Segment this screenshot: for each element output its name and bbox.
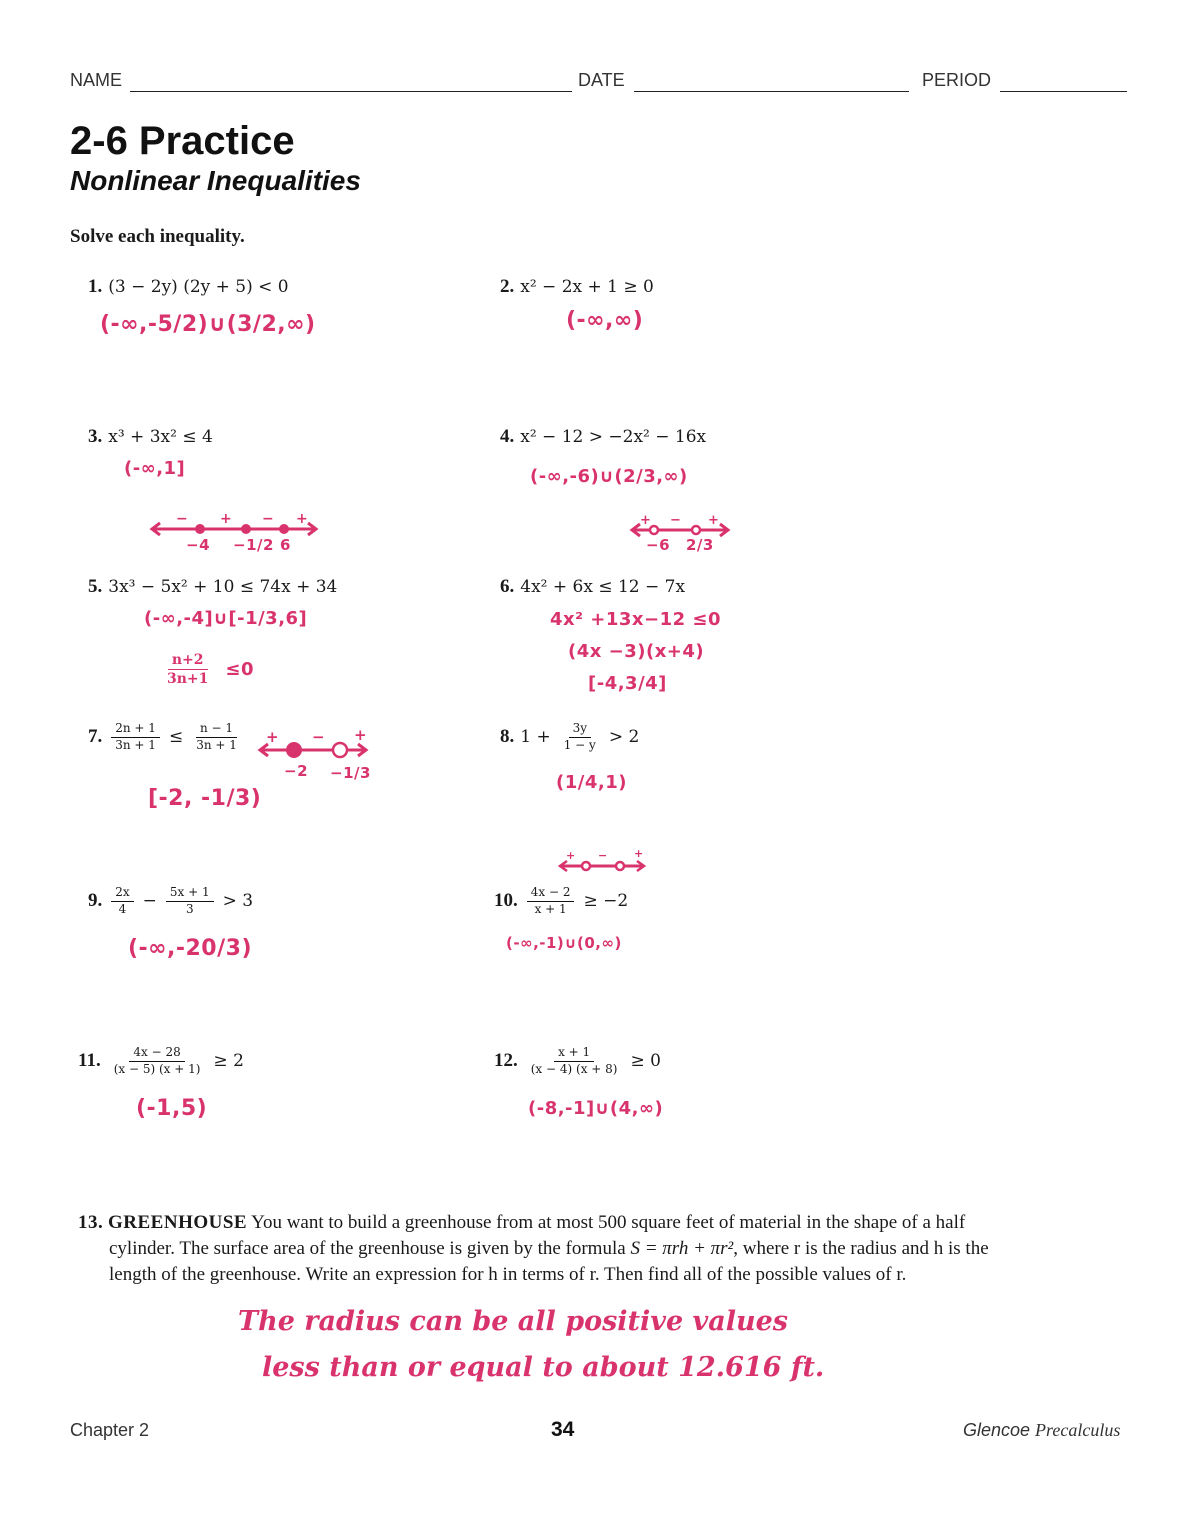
problem-9 [88, 886, 253, 917]
name-label: NAME [70, 70, 123, 90]
date-field-line[interactable] [634, 91, 909, 92]
work-numerator: n+2 [168, 652, 208, 670]
problem-11 [78, 1046, 244, 1077]
expression-suffix: ≥ 0 [630, 1051, 661, 1072]
fraction [111, 886, 133, 917]
problem-12 [494, 1046, 661, 1077]
svg-text:−: − [262, 511, 274, 527]
problem-2 [500, 276, 654, 298]
relation: ≤ [168, 727, 184, 748]
problem-expression: 3x³ − 5x² + 10 ≤ 74x + 34 [108, 577, 338, 597]
fraction [166, 886, 214, 917]
problem-number: 6. [500, 576, 515, 597]
svg-text:−: − [670, 513, 681, 528]
problem-13 [78, 1210, 1128, 1288]
svg-text:+: + [220, 511, 232, 527]
period-label: PERIOD [922, 70, 992, 90]
problem-13-line-2 [78, 1236, 1128, 1262]
svg-text:+: + [640, 513, 651, 528]
numerator: n − 1 [196, 722, 237, 738]
problem-number: 4. [500, 426, 515, 447]
problem-number: 1. [88, 276, 103, 297]
work-root: −1/3 [330, 764, 371, 782]
problem-expression: x² − 2x + 1 ≥ 0 [520, 277, 654, 297]
date-label: DATE [578, 70, 625, 90]
numerator: x + 1 [554, 1046, 594, 1062]
problem-text: You want to build a greenhouse from at most 500 square feet of material in the shape of a half [251, 1212, 966, 1233]
page-title: 2-6 Practice [70, 119, 295, 163]
problem-number: 8. [500, 726, 515, 748]
work-5 [160, 652, 254, 687]
expression-prefix: 1 + [520, 727, 551, 748]
problem-5 [88, 576, 337, 598]
sign-chart-10 [558, 848, 648, 882]
handwritten-answer: (-∞,-1)∪(0,∞) [506, 934, 622, 952]
problem-number: 11. [78, 1050, 101, 1072]
fraction [527, 886, 575, 917]
numerator: 4x − 2 [527, 886, 575, 902]
problem-13-line-3 [78, 1262, 1128, 1288]
problem-number: 7. [88, 726, 103, 748]
fraction [560, 722, 600, 753]
expression-suffix: > 2 [608, 727, 640, 748]
instructions: Solve each inequality. [70, 226, 245, 247]
fraction [192, 722, 241, 753]
problem-number: 2. [500, 276, 515, 297]
problem-expression: x³ + 3x² ≤ 4 [108, 427, 213, 447]
problem-expression: 4x² + 6x ≤ 12 − 7x [520, 577, 686, 597]
svg-text:−: − [176, 511, 188, 527]
problem-8 [500, 722, 639, 753]
chapter-label: Chapter 2 [70, 1420, 150, 1440]
problem-1 [88, 276, 289, 298]
work-root: −4 [186, 536, 211, 554]
denominator: 3 [185, 901, 194, 916]
svg-text:+: + [708, 513, 719, 528]
handwritten-answer: [-4,3/4] [588, 673, 667, 694]
sign-chart-7 [258, 728, 370, 768]
handwritten-answer: (-∞,-5/2)∪(3/2,∞) [100, 312, 316, 337]
handwritten-answer-line-2: less than or equal to about 12.616 ft. [262, 1352, 825, 1383]
period-field-line[interactable] [1000, 91, 1127, 92]
expression-suffix: ≥ 2 [213, 1051, 244, 1072]
work-root: −1/2 [233, 536, 274, 554]
numerator: 2x [111, 886, 133, 902]
numerator: 2n + 1 [111, 722, 160, 738]
handwritten-answer: (-∞,-20/3) [128, 936, 253, 961]
page-subtitle: Nonlinear Inequalities [70, 165, 361, 196]
svg-text:−: − [312, 728, 325, 746]
fraction [110, 1046, 205, 1077]
svg-text:+: + [566, 849, 576, 862]
work-fraction [163, 652, 212, 687]
problem-6 [500, 576, 685, 598]
denominator: x + 1 [534, 901, 567, 916]
denominator: 1 − y [563, 737, 596, 752]
work-root: −2 [284, 762, 309, 780]
work-root: −6 [646, 536, 671, 554]
operator: − [142, 891, 157, 912]
problem-text: , where r is the radius and h is the [733, 1238, 989, 1259]
numerator: 5x + 1 [166, 886, 214, 902]
problem-7 [88, 722, 244, 753]
svg-text:+: + [296, 511, 308, 527]
handwritten-answer: [-2, -1/3) [148, 786, 262, 811]
handwritten-answer-line-1: The radius can be all positive values [238, 1306, 789, 1337]
denominator: (x − 5) (x + 1) [113, 1061, 201, 1076]
denominator: 4 [118, 901, 127, 916]
problem-number: 5. [88, 576, 103, 597]
work-relation: ≤0 [225, 659, 255, 681]
problem-number: 13. [78, 1212, 104, 1233]
expression-suffix: ≥ −2 [583, 891, 629, 912]
problem-number: 3. [88, 426, 103, 447]
handwritten-answer: (-∞,1] [124, 458, 186, 479]
problem-expression: (3 − 2y) (2y + 5) < 0 [108, 277, 289, 297]
work-root: 2/3 [686, 536, 714, 554]
work-denominator: 3n+1 [167, 671, 209, 688]
work-line: (4x −3)(x+4) [568, 641, 705, 662]
svg-text:−: − [598, 849, 608, 862]
handwritten-answer: (1/4,1) [556, 772, 627, 793]
problem-number: 12. [494, 1050, 518, 1072]
denominator: 3n + 1 [115, 737, 156, 752]
svg-text:+: + [266, 728, 279, 746]
denominator: (x − 4) (x + 8) [530, 1061, 618, 1076]
problem-13-line-1 [78, 1210, 1128, 1236]
work-line: 4x² +13x−12 ≤0 [550, 609, 722, 630]
handwritten-answer: (-8,-1]∪(4,∞) [528, 1098, 664, 1119]
problem-number: 9. [88, 890, 103, 912]
book-title [963, 1420, 1120, 1441]
handwritten-answer: (-∞,-4]∪[-1/3,6] [144, 608, 308, 629]
problem-4 [500, 426, 706, 448]
handwritten-answer: (-1,5) [136, 1096, 208, 1121]
svg-text:+: + [354, 726, 367, 744]
surface-area-formula: S = πrh + πr² [630, 1238, 734, 1259]
publisher-name: Glencoe [963, 1420, 1036, 1440]
numerator: 3y [569, 722, 591, 738]
problem-expression: x² − 12 > −2x² − 16x [520, 427, 707, 447]
handwritten-answer: (-∞,-6)∪(2/3,∞) [530, 466, 688, 487]
course-name: Precalculus [1035, 1420, 1121, 1440]
work-root: 6 [280, 536, 291, 554]
problem-number: 10. [494, 890, 518, 912]
name-field-line[interactable] [130, 91, 572, 92]
problem-text: cylinder. The surface area of the greenhouse is given by the formula [109, 1238, 626, 1259]
fraction [527, 1046, 622, 1077]
expression-suffix: > 3 [222, 891, 254, 912]
numerator: 4x − 28 [129, 1046, 184, 1062]
problem-text: length of the greenhouse. Write an expression for h in terms of r. Then find all of the possible values of r. [109, 1264, 907, 1285]
handwritten-answer: (-∞,∞) [566, 308, 644, 333]
page-number: 34 [551, 1418, 575, 1441]
denominator: 3n + 1 [196, 737, 237, 752]
problem-3 [88, 426, 213, 448]
problem-heading: GREENHOUSE [108, 1212, 248, 1233]
fraction [111, 722, 160, 753]
problem-10 [494, 886, 628, 917]
svg-text:+: + [634, 847, 644, 860]
